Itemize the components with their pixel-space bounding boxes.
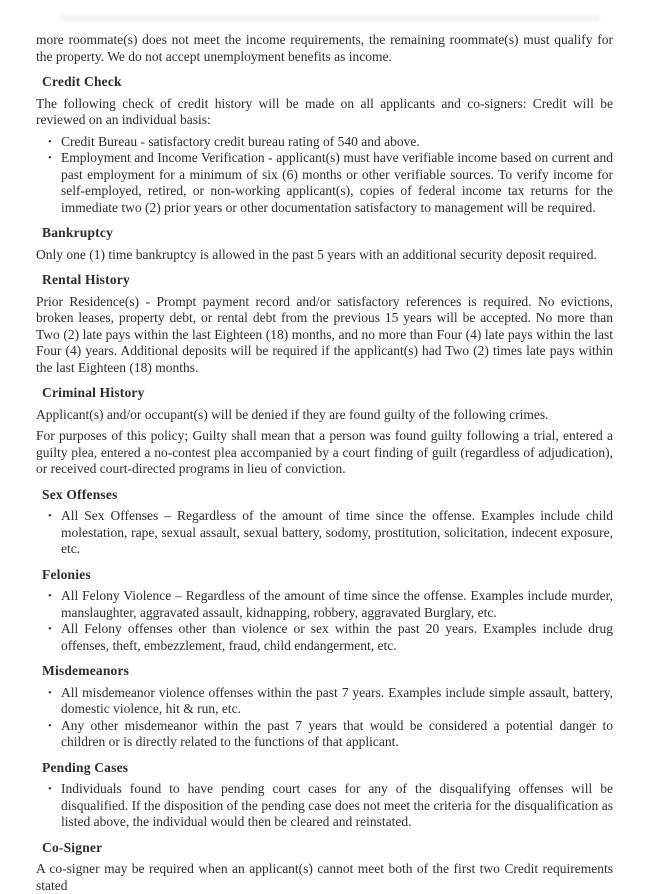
paragraph-rental-history: Prior Residence(s) - Prompt payment record and/or satisfactory references is required. No evictions, broken leases, property debt, or rental debt from the previous 15 years will be accepted. No more than Two (2) late pays within the last Eighteen (18) months, and no more than Four (4) late pays within the last Four (4) years. Additional deposits will be required if the applicant(s) had Two (2) times late pays within the last Eighteen (18) months. <box>36 293 613 375</box>
credit-check-bullet-list <box>36 134 613 217</box>
section-heading-rental-history: Rental History <box>42 272 130 287</box>
bullet-credit-bureau: • Credit Bureau - satisfactory credit bureau rating of 540 and above. <box>61 134 613 151</box>
paragraph-credit-check-intro: The following check of credit history will be made on all applicants and co-signers: Credit will be reviewed on an individual basis: <box>36 95 613 127</box>
scan-artifact <box>60 15 600 21</box>
misdemeanors-bullet-list <box>36 685 613 751</box>
section-heading-misdemeanors: Misdemeanors <box>42 663 130 678</box>
bullet-felony-violence: • All Felony Violence – Regardless of the amount of time since the offense. Examples include murder, manslaughter, aggravated assault, kidnapping, robbery, aggravated Burglary, etc. <box>61 588 613 621</box>
paragraph-roommate-income: more roommate(s) does not meet the income requirements, the remaining roommate(s) must qualify for the property. We do not accept unemployment benefits as income. <box>36 32 613 64</box>
paragraph-guilty-definition: For purposes of this policy; Guilty shall mean that a person was found guilty following a trial, entered a guilty plea, entered a no-contest plea accompanied by a court finding of guilt (regardless of adjudication), or received court-directed programs in lieu of conviction. <box>36 428 613 476</box>
section-heading-criminal-history: Criminal History <box>42 385 145 400</box>
bullet-all-sex-offenses: • All Sex Offenses – Regardless of the amount of time since the offense. Examples include child molestation, rape, sexual assault, sexual battery, sodomy, prostitution, solicitation, indecent exposure, etc. <box>61 508 613 558</box>
bullet-employment-income-verification: • Employment and Income Verification - applicant(s) must have verifiable income based on current and past employment for a minimum of six (6) months or other verifiable sources. To verify income for self-employed, retired, or non-working applicant(s), copies of federal income tax returns for the immediate two (2) prior years or other documentation satisfactory to management will be required. <box>61 150 613 216</box>
pending-cases-bullet-list <box>36 781 613 831</box>
section-heading-co-signer: Co-Signer <box>42 839 103 855</box>
section-heading-sex-offenses: Sex Offenses <box>42 486 118 502</box>
section-heading-credit-check: Credit Check <box>42 74 122 89</box>
bullet-felony-other: • All Felony offenses other than violence or sex within the past 20 years. Examples include drug offenses, theft, embezzlement, fraud, child endangerment, etc. <box>61 621 613 654</box>
felonies-bullet-list <box>36 588 613 654</box>
section-heading-pending-cases: Pending Cases <box>42 759 129 775</box>
bullet-pending-cases: • Individuals found to have pending court cases for any of the disqualifying offenses will be disqualified. If the disposition of the pending case does not meet the criteria for the disqualification as listed above, the individual would then be cleared and reinstated. <box>61 781 613 831</box>
bullet-misdemeanor-other: • Any other misdemeanor within the past 7 years that would be considered a potential danger to children or is directly related to the functions of that applicant. <box>61 718 613 751</box>
section-heading-felonies: Felonies <box>42 566 91 582</box>
section-heading-bankruptcy: Bankruptcy <box>42 225 114 240</box>
paragraph-co-signer: A co-signer may be required when an applicant(s) cannot meet both of the first two Credit requirements stated <box>36 861 613 893</box>
paragraph-criminal-history-denied: Applicant(s) and/or occupant(s) will be denied if they are found guilty of the following crimes. <box>36 406 549 422</box>
bullet-misdemeanor-violence: • All misdemeanor violence offenses within the past 7 years. Examples include simple assault, battery, domestic violence, hit & run, etc. <box>61 685 613 718</box>
paragraph-bankruptcy: Only one (1) time bankruptcy is allowed in the past 5 years with an additional security deposit required. <box>36 246 597 262</box>
sex-offenses-bullet-list <box>36 508 613 558</box>
